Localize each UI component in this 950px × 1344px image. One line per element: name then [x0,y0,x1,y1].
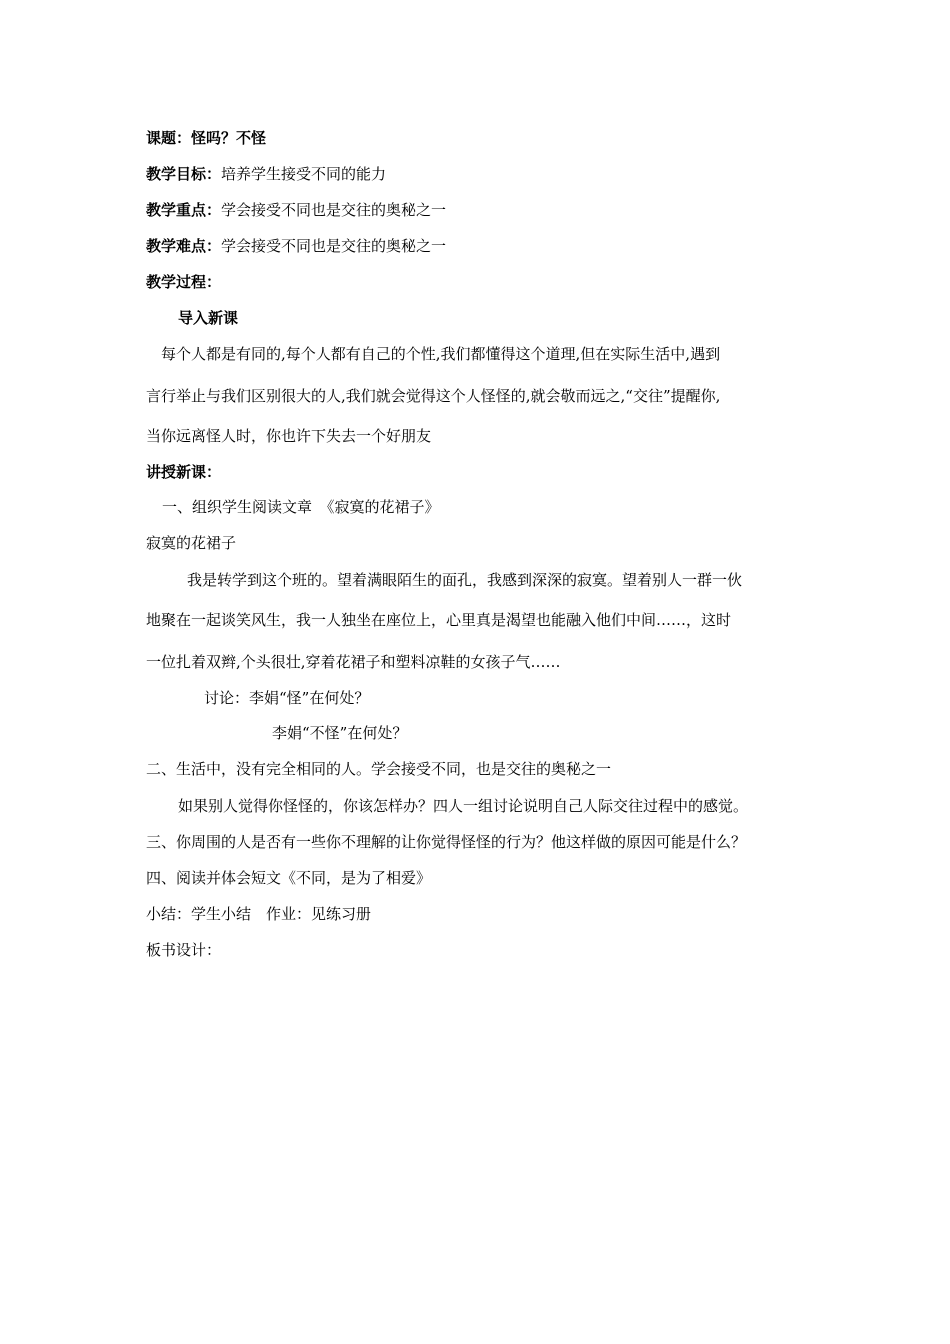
part-2-detail: 如果别人觉得你怪怪的，你该怎样办？四人一组讨论说明自己人际交往过程中的感觉。 [178,797,749,815]
part-2: 二、生活中，没有完全相同的人。学会接受不同，也是交往的奥秘之一 [146,760,612,778]
intro-line-2: 言行举止与我们区别很大的人,我们就会觉得这个人怪怪的,就会敬而远之,“交往”提醒你, [146,387,721,405]
discussion-1: 讨论：李娟“怪”在何处？ [204,689,370,707]
intro-heading: 导入新课 [178,309,239,327]
teaching-goal-label: 教学目标： [146,165,222,183]
teaching-difficulty-label: 教学难点： [146,237,222,255]
new-lesson-heading: 讲授新课： [146,463,222,481]
intro-line-1: 每个人都是有同的,每个人都有自己的个性,我们都懂得这个道理,但在实际生活中,遇到 [146,345,721,363]
lesson-title-label: 课题： [146,129,192,147]
story-title: 寂寞的花裙子 [146,534,237,552]
discussion-2: 李娟“不怪”在何处？ [272,724,408,742]
intro-line-3: 当你远离怪人时，你也许下失去一个好朋友 [146,427,432,445]
board-design-label: 板书设计： [146,941,222,959]
story-line-1: 我是转学到这个班的。望着满眼陌生的面孔，我感到深深的寂寞。望着别人一群一伙 [187,571,743,589]
teaching-goal [146,164,386,184]
teaching-difficulty-value: 学会接受不同也是交往的奥秘之一 [221,237,447,255]
lesson-title [146,128,266,148]
teaching-focus-label: 教学重点： [146,201,222,219]
teaching-process-label: 教学过程： [146,273,222,291]
part-1: 一、组织学生阅读文章 《寂寞的花裙子》 [162,498,440,516]
lesson-title-value: 怪吗？不怪 [191,129,267,147]
teaching-difficulty [146,236,446,256]
part-4: 四、阅读并体会短文《不同，是为了相爱》 [146,869,432,887]
part-3: 三、你周围的人是否有一些你不理解的让你觉得怪怪的行为？他这样做的原因可能是什么？ [146,833,747,851]
teaching-goal-value: 培养学生接受不同的能力 [221,165,387,183]
teaching-focus [146,200,446,220]
story-line-3: 一位扎着双辫,个头很壮,穿着花裙子和塑料凉鞋的女孩子气…… [146,653,561,671]
story-line-2: 地聚在一起谈笑风生，我一人独坐在座位上，心里真是渴望也能融入他们中间……，这时 [146,611,732,629]
summary: 小结：学生小结 作业：见练习册 [146,905,372,923]
teaching-focus-value: 学会接受不同也是交往的奥秘之一 [221,201,447,219]
